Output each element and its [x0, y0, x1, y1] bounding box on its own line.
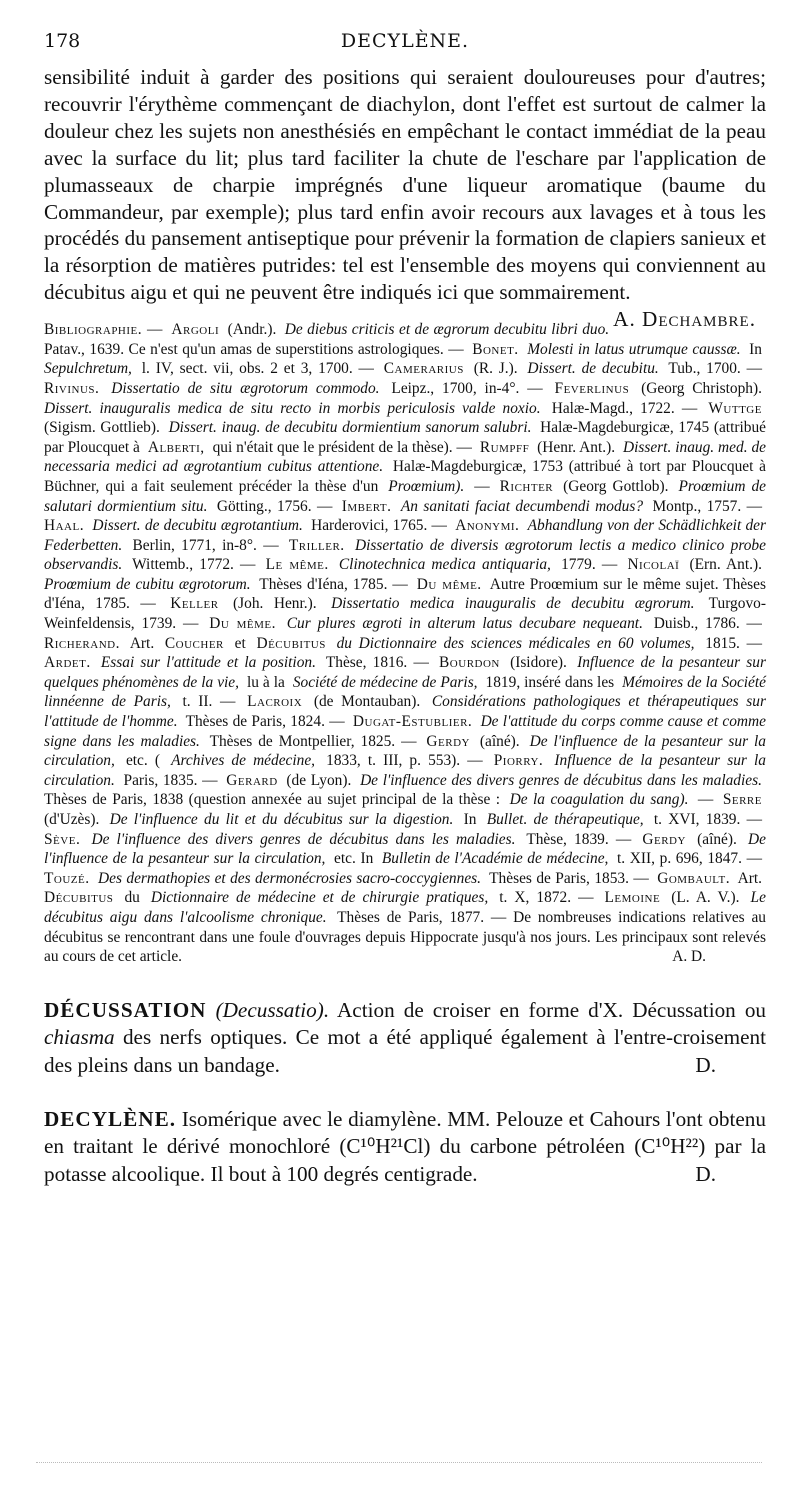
entry-decussation [44, 997, 766, 1080]
bib-author: Gerard [226, 771, 278, 789]
bib-text: Autre Proœmium sur le même sujet. Thèses d'Iéna, 1785. — [44, 575, 766, 613]
bib-author: Touzé. [44, 869, 90, 887]
bib-author: Décubitus [256, 634, 326, 652]
bib-title: De l'influence des divers genres de décubitus dans les maladies. [91, 830, 516, 848]
headword: DECYLÈNE. [44, 1106, 177, 1131]
bib-text: Thèses de Paris, 1838 (question annexée au sujet principal de la thèse : [44, 791, 501, 809]
bib-author: Triller. [288, 536, 345, 554]
bib-author: Gerdy [642, 830, 686, 848]
bib-author: Richter [499, 477, 554, 495]
entry-decylene [44, 1106, 766, 1189]
bib-text: Wittemb., 1772. — [132, 556, 256, 574]
bib-text: Art. [129, 634, 155, 652]
bib-author: Lacroix [247, 693, 303, 711]
bib-text: (L. A. V.). [671, 889, 740, 907]
bib-author: Serre [722, 791, 762, 809]
bib-title: Dissert. inauguralis medica de situ recto in morbis periculosis valde noxio. [44, 399, 541, 417]
bib-title: Mémoires de la Société linnéenne de Paris, [44, 673, 766, 711]
bib-author: Wuttge [708, 399, 762, 417]
bib-text: — [474, 477, 490, 495]
bib-author: Ardet. [44, 654, 91, 672]
bib-text: etc. In [334, 850, 374, 868]
bib-text: Thèse, 1816. — [325, 654, 429, 672]
bib-text: (Georg Gottlob). [563, 477, 669, 495]
bib-text: (Georg Christoph). [641, 379, 762, 397]
headword: DÉCUSSATION [44, 997, 207, 1022]
entry-signature: D. [695, 1052, 716, 1077]
bib-text: Montp., 1757. — [652, 497, 762, 515]
bib-text: du [124, 889, 140, 907]
bib-text: (Andr.). [227, 321, 277, 339]
bib-author: Coucher [164, 634, 224, 652]
bib-author: Keller [170, 595, 219, 613]
bib-text: Art. [737, 869, 762, 887]
bib-author: Le même. [265, 556, 329, 574]
bib-author: Du même. [209, 615, 276, 633]
bib-text: t. XVI, 1839. — [653, 811, 762, 828]
bib-author: Feverlinus [554, 379, 630, 397]
bib-title: Proœmium de cubitu ægrotorum. [44, 575, 251, 593]
latin-term: (Decussatio). [215, 997, 330, 1022]
bib-text: In [749, 340, 762, 358]
bib-text: (Sigism. Gottlieb). [44, 419, 160, 437]
bib-text: t. II. — [182, 693, 236, 711]
bib-author: Bibliographie. — [44, 321, 163, 339]
bib-author: Nicolaï [627, 556, 680, 574]
bib-text: Paris, 1835. — [123, 771, 218, 789]
bib-title: Dissertatio de diversis ægrotorum lectis a medico clinico probe observandis. [44, 536, 766, 574]
bib-author: Alberti, [147, 438, 205, 456]
bib-title: Influence de la pesanteur sur la circulation. [44, 752, 766, 789]
bib-title: Le décubitus aigu dans l'alcoolisme chronique. [44, 889, 766, 926]
bib-title: Bulletin de l'Académie de médecine, [381, 850, 609, 868]
bib-title: Dissert. de decubitu ægrotantium. [92, 517, 303, 535]
bib-title: Dictionnaire de médecine et de chirurgie pratiques, [150, 889, 489, 907]
bib-text: lu à la [246, 673, 285, 691]
bib-text: Duisb., 1786. — [653, 615, 762, 633]
bib-text: (Isidore). [510, 654, 567, 672]
bib-title: Proœmium). [388, 477, 465, 495]
bib-text: Götting., 1756. — [216, 497, 333, 515]
bib-text: (Joh. Henr.). [233, 595, 317, 613]
bib-text: (Henr. Ant.). [537, 438, 616, 456]
bib-title: Société de médecine de Paris, [292, 673, 478, 691]
bib-title: Dissertatio de situ ægrotorum commodo. [111, 379, 380, 397]
author-signature: A. Dechambre. [613, 307, 756, 332]
bib-text: et [234, 634, 246, 652]
bib-text: qui n'était que le président de la thèse). — [212, 438, 472, 456]
bib-text: (aîné). [697, 830, 737, 848]
bib-title: Bullet. de thérapeutique, [486, 811, 644, 828]
bib-title: De l'attitude du corps comme cause et comme signe dans les maladies. [44, 713, 766, 750]
bib-author: Lemoine [604, 889, 661, 907]
bib-title: De l'influence des divers genres de décubitus dans les maladies. [360, 771, 762, 789]
bib-text: Thèses d'Iéna, 1785. — [259, 575, 408, 593]
bib-text: Berlin, 1771, in-8°. — [132, 536, 279, 554]
entry-text: des nerfs optiques. Ce mot a été appliqué également à l'entre-croisement des pleins dans un bandage. [44, 1025, 766, 1077]
bib-title: Proœmium de salutari dormientium situ. [44, 477, 766, 515]
continuation-text: sensibilité induit à garder des positions qui seraient douloureuses pour d'autres; recouvrir l'érythème commençant de diachylon, dont l'effet est surtout de calmer la douleur chez les sujets non anesthésiés en empêchant le contact immédiat de la peau avec la surface du lit; plus tard faciliter la chute de l'eschare par l'application de plumasseaux de charpie imprégnés d'une liqueur aromatique (baume du Commandeur, par exemple); plus tard enfin avoir recours aux lavages et à tous les procédés du pansement antiseptique pour prévenir la formation de clapiers sanieux et la résorption de matières putrides: tel est l'ensemble des moyens qui conviennent au décubitus aigu et qui ne peuvent être indiqués ici que sommairement. [44, 65, 766, 305]
bib-title: An sanitati faciat decumbendi modus? [400, 497, 644, 515]
page [44, 30, 766, 1188]
bib-author: Haal. [44, 517, 85, 535]
bib-text: Tub., 1700. — [668, 360, 762, 378]
bib-author: Gerdy [426, 732, 470, 750]
bib-title: Essai sur l'attitude et la position. [100, 654, 316, 672]
bib-author: Anonymi. [455, 517, 520, 535]
bib-author: Piorry. [493, 752, 544, 770]
bib-title: Cur plures ægroti in alterum latus decubare nequeant. [286, 615, 643, 633]
bib-title: du Dictionnaire des sciences médicales en 60 volumes, [336, 634, 695, 652]
bib-author: Décubitus [44, 889, 114, 907]
bib-text: 1815. — [705, 634, 762, 652]
bib-text: (Ern. Ant.). [689, 556, 762, 574]
bib-title: Abhandlung von der Schädlichkeit der Federbetten. [44, 517, 766, 554]
bib-author: Bourdon [439, 654, 500, 672]
page-number: 178 [44, 30, 81, 52]
bib-title: De l'influence du lit et du décubitus sur la digestion. [109, 811, 454, 828]
bib-text: l. IV, sect. vii, obs. 2 et 3, 1700. — [141, 360, 374, 378]
bib-text: t. XII, p. 696, 1847. — [617, 850, 762, 868]
bib-author: Dugat-Estublier. [352, 713, 473, 731]
bib-text: Thèses de Paris, 1853. — [489, 869, 649, 887]
bib-text: Harderovici, 1765. — [311, 517, 447, 535]
footer-rule [36, 1462, 762, 1463]
bib-title: Dissert. inaug. med. de necessaria medici ad ægrotantium cubitus attentione. [44, 438, 766, 476]
entry-emphasis: chiasma [44, 1025, 115, 1050]
bib-text: Thèses de Montpellier, 1825. — [209, 732, 417, 750]
bib-text: Leipz., 1700, in-4°. — [391, 379, 543, 397]
bib-title: De l'influence de la pesanteur sur la circulation, [44, 830, 766, 868]
bib-author: Richerand. [44, 634, 120, 652]
entry-signature: D. [695, 1161, 716, 1186]
bib-title: Considérations pathologiques et thérapeutiques sur l'attitude de l'homme. [44, 693, 766, 731]
bib-author: Camerarius [383, 360, 464, 378]
bibliography-signature: A. D. [672, 948, 706, 966]
bib-author: Argoli [171, 321, 220, 339]
bib-author: Imbert. [341, 497, 392, 515]
bib-text: (de Montauban). [313, 693, 421, 711]
bib-author: Rumpff [479, 438, 530, 456]
bib-text: In [463, 811, 477, 828]
bib-text: Thèse, 1839. — [526, 830, 632, 848]
bib-text: Halæ-Magdeburgicæ, 1753 (attribué à tort par Ploucquet à Büchner, qui a fait seulement précéder la thèse d'un [44, 458, 766, 495]
bib-title: Dissert. inaug. de decubitu dormientium sanorum salubri. [168, 419, 532, 437]
entry-text: Isomérique avec le diamylène. MM. Pelouze et Cahours l'ont obtenu en traitant le dérivé monochloré (C¹⁰H²¹Cl) du carbone pétroléen (C¹⁰H²²) par la potasse alcoolique. Il bout à 100 degrés centigrade. [44, 1106, 766, 1186]
page-header [44, 30, 766, 56]
bib-text: Thèses de Paris, 1877. — De nombreuses indications relatives au décubitus se rencontrant dans une foule d'ouvrages depuis Hippocrate jusqu'à nos jours. Les principaux sont relevés au cours de cet article. [44, 908, 766, 966]
bib-text: Turgovo-Weinfeldensis, 1739. — [44, 595, 766, 633]
bib-title: Sepulchretum, [44, 360, 132, 378]
running-head: DECYLÈNE. [340, 30, 470, 52]
bib-text: Halæ-Magdeburgicæ, 1745 (attribué par Ploucquet à [44, 419, 766, 456]
bibliography [44, 320, 766, 967]
bib-title: Dissertatio medica inauguralis de decubitu ægrorum. [331, 595, 695, 613]
bib-title: Influence de la pesanteur sur quelques phénomènes de la vie, [44, 654, 766, 691]
bib-text: (R. J.). [473, 360, 518, 378]
bib-text: t. X, 1872. — [499, 889, 594, 907]
bib-title: Dissert. de decubitu. [527, 360, 659, 378]
bib-author: Du même. [416, 575, 482, 593]
bib-text: etc. ( [125, 752, 160, 770]
bib-text: Patav., 1639. Ce n'est qu'un amas de superstitions astrologiques. — [44, 340, 464, 358]
bib-title: De diebus criticis et de ægrorum decubitu libri duo. [284, 321, 610, 339]
bib-text: — [697, 791, 714, 809]
bib-text: 1833, t. III, p. 553). — [326, 752, 483, 770]
bib-title: Clinotechnica medica antiquaria, [338, 556, 551, 574]
bib-text: 1779. — [561, 556, 618, 574]
bib-text: Halæ-Magd., 1722. — [551, 399, 698, 417]
bib-author: Bonet. [472, 340, 519, 358]
bib-text: Thèses de Paris, 1824. — [185, 713, 345, 731]
entry-text: Action de croiser en forme d'X. Décussation ou [329, 997, 767, 1022]
bib-title: Des dermathopies et des dermonécrosies sacro-coccygiennes. [98, 869, 481, 887]
bib-author: Sève. [44, 830, 81, 848]
bib-text: (aîné). [479, 732, 520, 750]
bib-title: De l'influence de la pesanteur sur la circulation, [44, 732, 766, 770]
bib-title: Molesti in latus utrumque caussæ. [527, 340, 741, 358]
bib-author: Gombault. [657, 869, 731, 887]
bib-title: De la coagulation du sang). [509, 791, 689, 809]
bib-author: Rivinus. [44, 379, 100, 397]
bib-text: (d'Uzès). [44, 811, 100, 828]
bib-text: (de Lyon). [286, 771, 352, 789]
bib-title: Archives de médecine, [171, 752, 316, 770]
bib-text: 1819, inséré dans les [485, 673, 615, 691]
